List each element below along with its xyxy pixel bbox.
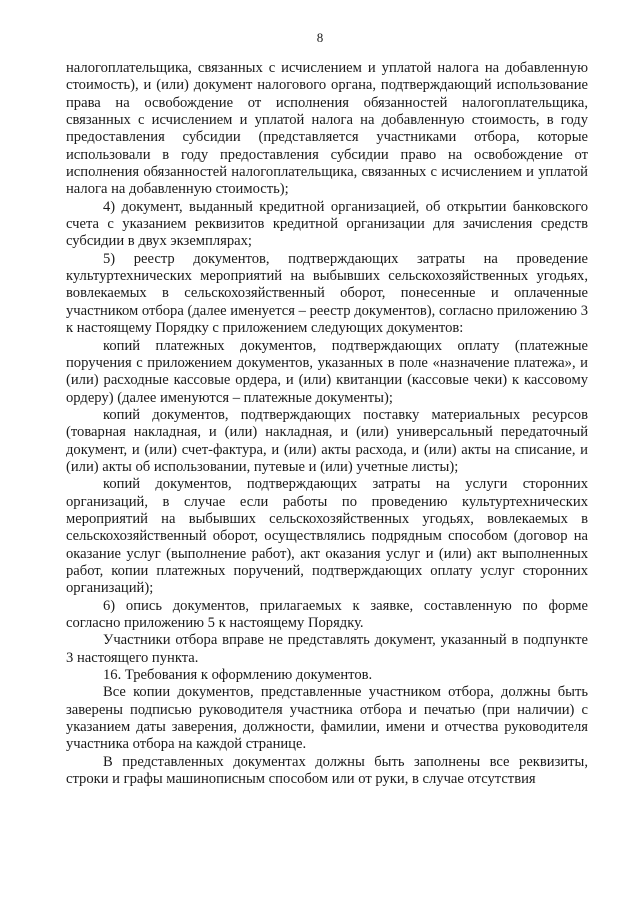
paragraph-item-6-document-inventory: 6) опись документов, прилагаемых к заявке, составленную по форме согласно приложению 5 к настоящему Порядку. xyxy=(66,597,588,631)
paragraph-certification-requirements: Все копии документов, представленные участником отбора, должны быть заверены подписью руководителя участника отбора и печатью (при наличии) с указанием даты заверения, должности, фамилии, имени и отчества руководителя участника отбора на каждой странице. xyxy=(66,684,588,753)
paragraph-section-16-heading: 16. Требования к оформлению документов. xyxy=(103,667,373,684)
paragraph-item-5-cost-register: 5) реестр документов, подтверждающих затраты на проведение культуртехнических мероприятий на выбывших сельскохозяйственных угодьях, вовлекаемых в сельскохозяйственный оборот, понесенные и оплаченные участником отбора (далее именуется – реестр документов), согласно приложению 3 к настоящему Порядку с приложением следующих документов: xyxy=(66,250,588,337)
paragraph-material-delivery-documents: копий документов, подтверждающих поставку материальных ресурсов (товарная накладная, и (или) накладная, и (или) универсальный передаточный документ, и (или) счет-фактура, и (или) акты расхода, и (или) акты на списание, и (или) акты об использовании, путевые и (или) учетные листы); xyxy=(66,406,588,475)
paragraph-item-4-bank-account: 4) документ, выданный кредитной организацией, об открытии банковского счета с указанием реквизитов кредитной организации для зачисления средств субсидии в двух экземплярах; xyxy=(66,198,588,250)
paragraph-optional-document-note: Участники отбора вправе не представлять документ, указанный в подпункте 3 настоящего пункта. xyxy=(66,632,588,666)
page-number: 8 xyxy=(316,30,324,45)
paragraph-payment-documents: копий платежных документов, подтверждающих оплату (платежные поручения с приложением документов, указанных в поле «назначение платежа», и (или) расходные кассовые ордера, и (или) квитанции (кассовые чеки) к кассовому ордеру) (далее именуются – платежные документы); xyxy=(66,337,588,406)
paragraph-vat-exemption-continuation: налогоплательщика, связанных с исчислением и уплатой налога на добавленную стоимость), и (или) документ налогового органа, подтверждающий использование права на освобождение от исполнения обязанностей налогоплательщика, связанных с исчислением и уплатой налога на добавленную стоимость, в году предоставления субсидии (представляется участниками отбора, которые использовали в году предоставления субсидии право на освобождение от исполнения обязанностей налогоплательщика, связанных с исчислением и уплатой налога на добавленную стоимость); xyxy=(66,60,588,198)
document-body xyxy=(66,60,588,788)
paragraph-completion-requirements: В представленных документах должны быть заполнены все реквизиты, строки и графы машинописным способом или от руки, в случае отсутствия xyxy=(66,753,588,788)
paragraph-third-party-services: копий документов, подтверждающих затраты на услуги сторонних организаций, в случае если работы по проведению культуртехнических мероприятий на выбывших сельскохозяйственных угодьях, вовлекаемых в сельскохозяйственный оборот, осуществлялись подрядным способом (договор на оказание услуг (выполнение работ), акт оказания услуг и (или) акт выполненных работ, копии платежных поручений, подтверждающих оплату услуг сторонних организаций); xyxy=(66,476,588,597)
